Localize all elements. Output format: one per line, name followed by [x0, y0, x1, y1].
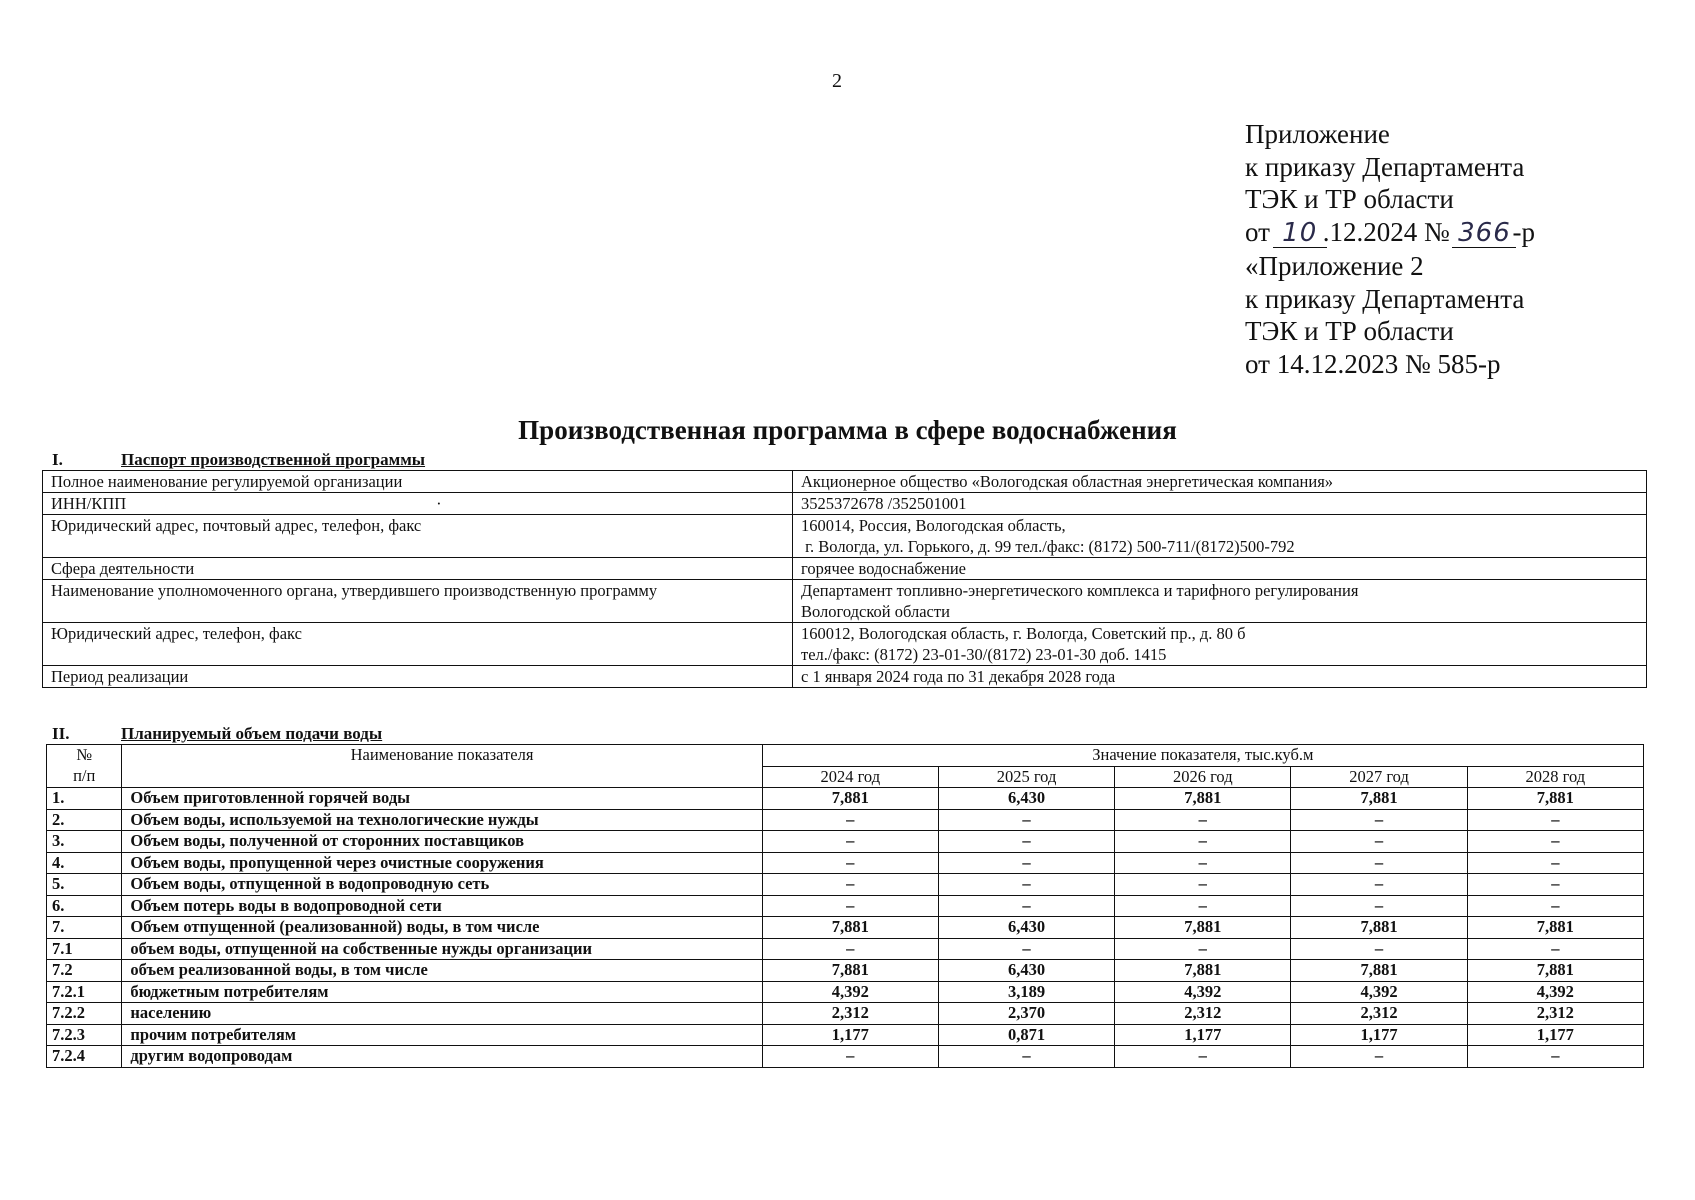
table-row [47, 809, 1644, 831]
passport-label: Юридический адрес, почтовый адрес, телефон, факс [43, 515, 793, 558]
indicator-value: 2,312 [1291, 1003, 1467, 1025]
header-year: 2024 год [762, 766, 938, 788]
table-row [43, 558, 1647, 580]
indicator-value: – [1467, 852, 1643, 874]
annex-block [1245, 118, 1535, 381]
order-suffix: -р [1512, 217, 1535, 248]
header-num-line: № [76, 745, 93, 764]
table-row [47, 852, 1644, 874]
indicator-value: 7,881 [762, 960, 938, 982]
indicator-name: Объем воды, отпущенной в водопроводную сеть [122, 874, 762, 896]
passport-value-line: г. Вологда, ул. Горького, д. 99 тел./факс: (8172) 500-711/(8172)500-792 [801, 537, 1295, 556]
indicator-value: 7,881 [1291, 788, 1467, 810]
annex-line: «Приложение 2 [1245, 250, 1424, 281]
table-row [43, 623, 1647, 666]
indicator-value: 7,881 [1467, 960, 1643, 982]
indicator-value: 4,392 [1115, 981, 1291, 1003]
indicator-value: 7,881 [1115, 917, 1291, 939]
row-number: 6. [47, 895, 122, 917]
row-number: 7.2 [47, 960, 122, 982]
indicator-value: – [1291, 831, 1467, 853]
indicator-name: бюджетным потребителям [122, 981, 762, 1003]
indicator-value: – [938, 1046, 1114, 1068]
header-year: 2027 год [1291, 766, 1467, 788]
header-num [47, 745, 122, 788]
indicator-value: 7,881 [1115, 788, 1291, 810]
indicator-value: – [938, 831, 1114, 853]
indicator-value: – [1115, 895, 1291, 917]
table-row [47, 831, 1644, 853]
indicator-name: Объем приготовленной горячей воды [122, 788, 762, 810]
row-number: 7.2.4 [47, 1046, 122, 1068]
passport-value-line: 160012, Вологодская область, г. Вологда, Советский пр., д. 80 б [801, 624, 1246, 643]
indicator-name: Объем воды, используемой на технологические нужды [122, 809, 762, 831]
table-row [47, 917, 1644, 939]
table-row [47, 960, 1644, 982]
header-year: 2025 год [938, 766, 1114, 788]
section1-heading [52, 450, 425, 470]
page-number: 2 [832, 70, 842, 92]
table-row [47, 1003, 1644, 1025]
indicator-value: 2,312 [762, 1003, 938, 1025]
indicator-value: – [938, 852, 1114, 874]
indicator-value: 1,177 [1115, 1024, 1291, 1046]
indicator-name: другим водопроводам [122, 1046, 762, 1068]
indicator-value: 4,392 [1291, 981, 1467, 1003]
indicator-value: 2,370 [938, 1003, 1114, 1025]
table-row [43, 666, 1647, 688]
table-row [47, 895, 1644, 917]
section2-number: II. [52, 724, 70, 743]
indicator-value: 7,881 [1467, 917, 1643, 939]
row-number: 7.1 [47, 938, 122, 960]
indicator-value: – [1115, 809, 1291, 831]
date-rest: .12.2024 № [1322, 217, 1450, 248]
indicator-value: – [762, 874, 938, 896]
indicator-value: – [1291, 874, 1467, 896]
indicator-name: Объем отпущенной (реализованной) воды, в том числе [122, 917, 762, 939]
annex-line: Приложение [1245, 119, 1390, 149]
indicator-value: – [1291, 809, 1467, 831]
annex-line: к приказу Департамента [1245, 151, 1525, 182]
row-number: 4. [47, 852, 122, 874]
section1-number: I. [52, 450, 63, 469]
indicator-value: – [1467, 895, 1643, 917]
section2-title: Планируемый объем подачи воды [121, 724, 383, 743]
passport-value-line: Вологодской области [801, 602, 950, 621]
passport-label: Полное наименование регулируемой организации [43, 471, 793, 493]
indicator-name: Объем воды, полученной от сторонних поставщиков [122, 831, 762, 853]
indicator-value: 0,871 [938, 1024, 1114, 1046]
indicator-name: Объем потерь воды в водопроводной сети [122, 895, 762, 917]
water-volume-table [46, 744, 1644, 1068]
indicator-value: – [762, 852, 938, 874]
indicator-name: Объем воды, пропущенной через очистные сооружения [122, 852, 762, 874]
passport-value [793, 580, 1647, 623]
indicator-value: – [938, 809, 1114, 831]
passport-label: Наименование уполномоченного органа, утвердившего производственную программу [43, 580, 793, 623]
row-number: 5. [47, 874, 122, 896]
passport-value: с 1 января 2024 года по 31 декабря 2028 года [793, 666, 1647, 688]
indicator-value: 7,881 [1291, 960, 1467, 982]
indicator-value: 4,392 [1467, 981, 1643, 1003]
passport-value: 3525372678 /352501001 [793, 493, 1647, 515]
passport-value [793, 623, 1647, 666]
row-number: 2. [47, 809, 122, 831]
annex-line: от 14.12.2023 № 585-р [1245, 348, 1501, 379]
indicator-value: 2,312 [1115, 1003, 1291, 1025]
header-name: Наименование показателя [122, 745, 762, 788]
passport-value: горячее водоснабжение [793, 558, 1647, 580]
indicator-value: – [1115, 938, 1291, 960]
indicator-value: 6,430 [938, 960, 1114, 982]
handwritten-order-number: 366 [1458, 218, 1511, 249]
indicator-value: 7,881 [1291, 917, 1467, 939]
indicator-value: 6,430 [938, 788, 1114, 810]
indicator-value: 7,881 [762, 917, 938, 939]
passport-value: Акционерное общество «Вологодская областная энергетическая компания» [793, 471, 1647, 493]
table-row [47, 1024, 1644, 1046]
indicator-value: – [1291, 1046, 1467, 1068]
row-number: 7.2.3 [47, 1024, 122, 1046]
indicator-value: – [762, 938, 938, 960]
indicator-value: – [1467, 938, 1643, 960]
indicator-value: 4,392 [762, 981, 938, 1003]
indicator-value: – [1467, 1046, 1643, 1068]
indicator-value: – [1467, 809, 1643, 831]
table-row [47, 981, 1644, 1003]
indicator-value: 3,189 [938, 981, 1114, 1003]
indicator-value: 6,430 [938, 917, 1114, 939]
header-row [47, 745, 1644, 767]
indicator-name: объем реализованной воды, в том числе [122, 960, 762, 982]
stray-dot: · [436, 494, 442, 513]
handwritten-day: 10 [1277, 217, 1323, 250]
indicator-value: – [1291, 852, 1467, 874]
indicator-name: объем воды, отпущенной на собственные нужды организации [122, 938, 762, 960]
table-row [43, 471, 1647, 493]
row-number: 7.2.2 [47, 1003, 122, 1025]
annex-line: ТЭК и ТР области [1245, 184, 1454, 215]
header-value-group: Значение показателя, тыс.куб.м [762, 745, 1643, 767]
indicator-value: – [762, 1046, 938, 1068]
table-row [43, 515, 1647, 558]
table-row [47, 788, 1644, 810]
passport-label: Период реализации [43, 666, 793, 688]
section2-heading [52, 724, 382, 744]
passport-value-line: тел./факс: (8172) 23-01-30/(8172) 23-01-30 доб. 1415 [801, 645, 1167, 664]
table-row [47, 874, 1644, 896]
table-row [43, 493, 1647, 515]
row-number: 7. [47, 917, 122, 939]
header-year: 2028 год [1467, 766, 1643, 788]
indicator-value: 1,177 [1467, 1024, 1643, 1046]
indicator-name: прочим потребителям [122, 1024, 762, 1046]
document-title: Производственная программа в сфере водоснабжения [518, 415, 1177, 445]
indicator-value: 1,177 [1291, 1024, 1467, 1046]
indicator-value: – [1291, 895, 1467, 917]
indicator-name: населению [122, 1003, 762, 1025]
indicator-value: 7,881 [1467, 788, 1643, 810]
table-row [43, 580, 1647, 623]
indicator-value: 7,881 [762, 788, 938, 810]
section1-title: Паспорт производственной программы [121, 450, 426, 469]
indicator-value: – [1467, 831, 1643, 853]
table-row [47, 1046, 1644, 1068]
indicator-value: – [1115, 1046, 1291, 1068]
row-number: 7.2.1 [47, 981, 122, 1003]
indicator-value: 7,881 [1115, 960, 1291, 982]
annex-order-line [1245, 216, 1535, 250]
indicator-value: – [938, 895, 1114, 917]
indicator-value: – [762, 895, 938, 917]
header-num-line: п/п [73, 765, 96, 785]
passport-label: Сфера деятельности [43, 558, 793, 580]
annex-line: к приказу Департамента [1245, 283, 1525, 314]
row-number: 3. [47, 831, 122, 853]
indicator-value: – [1115, 874, 1291, 896]
indicator-value: – [1115, 852, 1291, 874]
table-row [47, 938, 1644, 960]
passport-table [42, 470, 1647, 688]
indicator-value: – [938, 874, 1114, 896]
indicator-value: – [762, 831, 938, 853]
indicator-value: – [1467, 874, 1643, 896]
passport-label [43, 493, 793, 515]
indicator-value: 2,312 [1467, 1003, 1643, 1025]
row-number: 1. [47, 788, 122, 810]
date-prefix: от [1245, 217, 1270, 248]
passport-label-text: ИНН/КПП [51, 494, 127, 513]
indicator-value: 1,177 [762, 1024, 938, 1046]
indicator-value: – [1291, 938, 1467, 960]
header-year: 2026 год [1115, 766, 1291, 788]
indicator-value: – [1115, 831, 1291, 853]
passport-label: Юридический адрес, телефон, факс [43, 623, 793, 666]
passport-value-line: 160014, Россия, Вологодская область, [801, 516, 1066, 535]
indicator-value: – [762, 809, 938, 831]
annex-line: ТЭК и ТР области [1245, 316, 1454, 347]
indicator-value: – [938, 938, 1114, 960]
passport-value-line: Департамент топливно-энергетического комплекса и тарифного регулирования [801, 581, 1359, 600]
passport-value [793, 515, 1647, 558]
